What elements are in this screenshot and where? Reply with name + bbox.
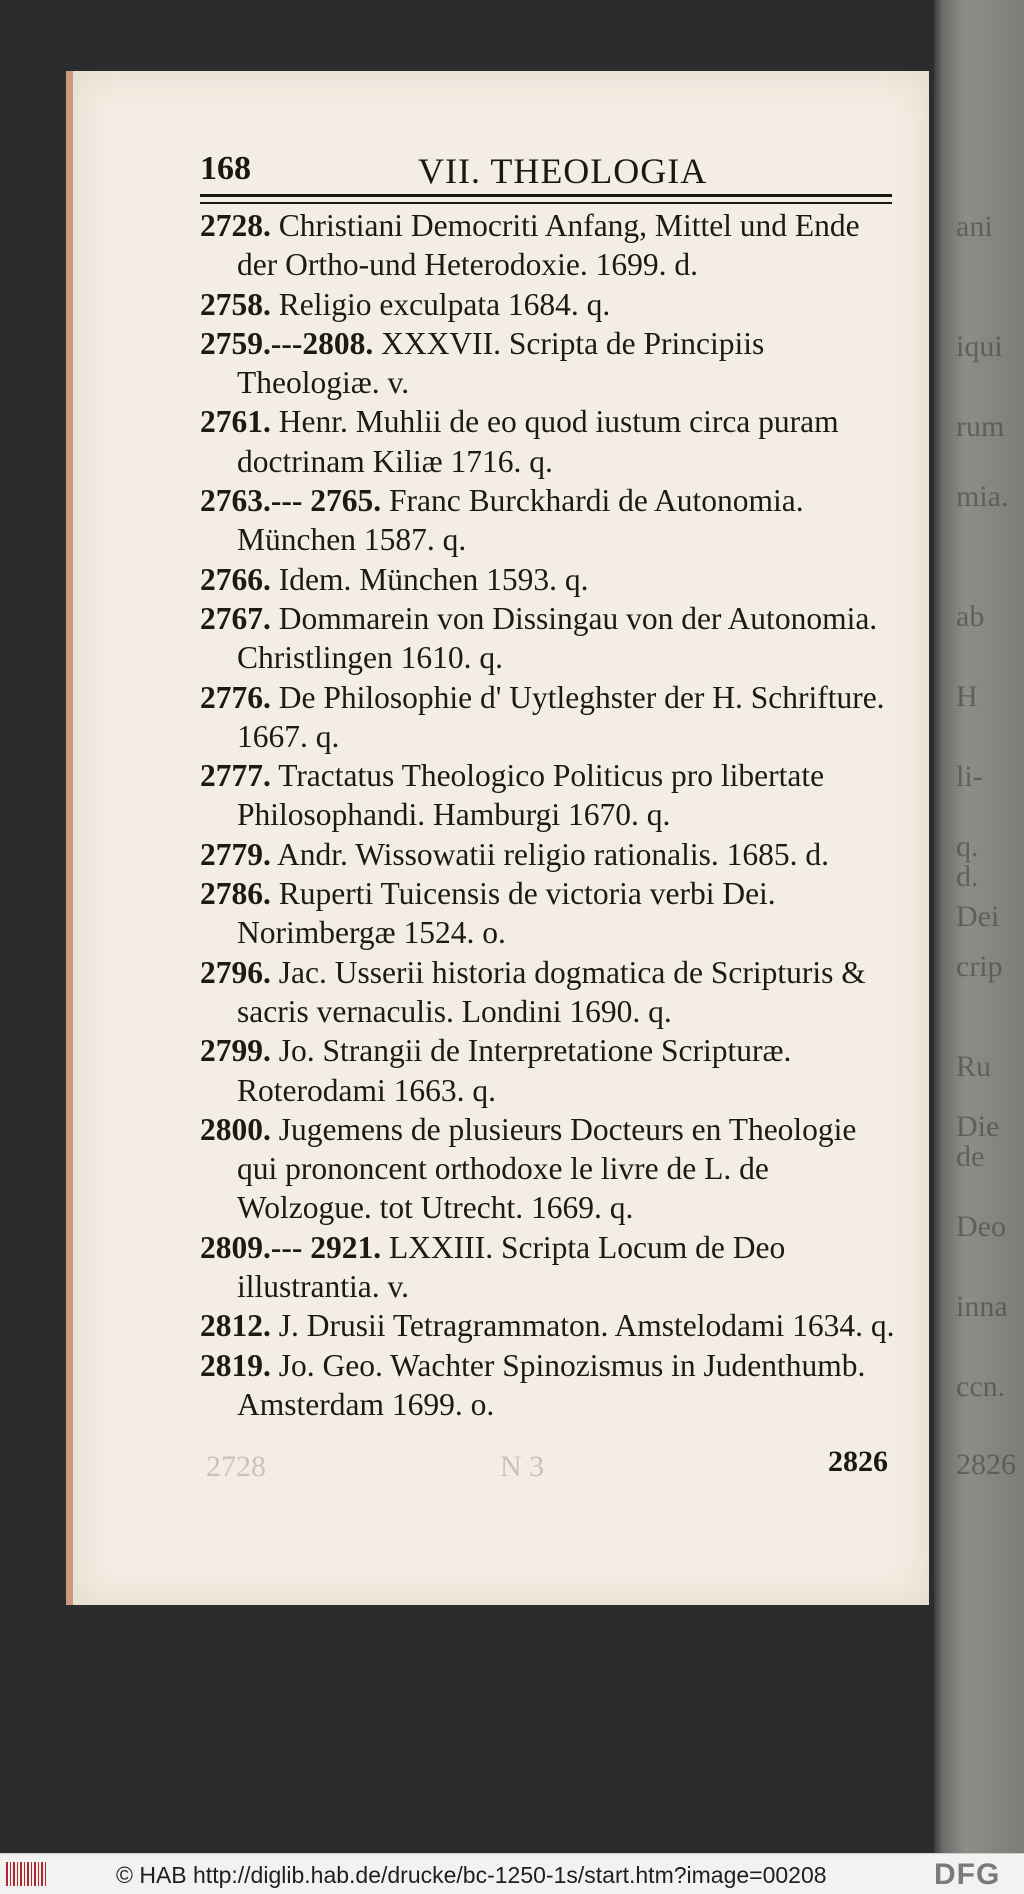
catalogue-entry: [200, 206, 900, 285]
adjacent-page-text: mia.: [956, 480, 1009, 513]
adjacent-page-text: Ru: [956, 1050, 992, 1083]
catalogue-entry: [200, 835, 900, 874]
entry-number: 2799.: [200, 1033, 271, 1069]
entry-number: 2777.: [200, 758, 271, 794]
entry-text: Ruperti Tuicensis de victoria verbi Dei. Norimbergæ 1524. o.: [237, 876, 776, 951]
entry-number: 2759.---2808.: [200, 325, 374, 361]
catalogue-entry: [200, 1228, 900, 1307]
entry-text: Jugemens de plusieurs Docteurs en Theologie qui prononcent orthodoxe le livre de L. de Wolzogue. tot Utrecht. 1669. q.: [237, 1111, 857, 1226]
page-number: 168: [200, 150, 251, 187]
adjacent-page-edge: [934, 0, 1024, 1853]
page-header: [200, 150, 896, 194]
dfg-logo: DFG: [934, 1858, 1001, 1891]
adjacent-page-text: ccn.: [956, 1370, 1006, 1403]
show-through-text: 2728: [206, 1450, 266, 1483]
catalogue-entry: [200, 678, 900, 757]
entry-text: Jac. Usserii historia dogmatica de Scripturis & sacris vernaculis. Londini 1690. q.: [237, 954, 866, 1029]
catalogue-entry: [200, 953, 900, 1032]
entry-number: 2767.: [200, 600, 271, 636]
footer-bar: [0, 1853, 1024, 1894]
adjacent-page-text: ab: [956, 600, 985, 633]
entry-text: Jo. Strangii de Interpretatione Scripturæ. Roterodami 1663. q.: [237, 1033, 792, 1108]
catalogue-entry: [200, 874, 900, 953]
adjacent-page-text: inna: [956, 1290, 1008, 1323]
adjacent-page-text: q.: [956, 830, 979, 863]
entry-number: 2779.: [200, 836, 271, 872]
catalogue-entry: [200, 756, 900, 835]
adjacent-page-text: 2826: [956, 1448, 1016, 1481]
entry-text: Religio exculpata 1684. q.: [278, 286, 611, 322]
catalogue-entry: [200, 402, 900, 481]
entry-number: 2819.: [200, 1347, 271, 1383]
entry-number: 2786.: [200, 876, 271, 912]
entry-number: 2758.: [200, 286, 271, 322]
entry-text: Jo. Geo. Wachter Spinozismus in Judenthumb. Amsterdam 1699. o.: [237, 1347, 866, 1422]
running-head: VII. THEOLOGIA: [418, 151, 708, 191]
catalogue-entry: [200, 1306, 900, 1345]
adjacent-page-text: rum: [956, 410, 1005, 443]
catalogue-entry: [200, 599, 900, 678]
catchword: 2826: [828, 1445, 888, 1478]
entry-text: Andr. Wissowatii religio rationalis. 1685. d.: [277, 836, 829, 872]
entry-text: LXXIII. Scripta Locum de Deo illustrantia. v.: [237, 1229, 786, 1305]
catalogue-entry: [200, 285, 900, 324]
entry-text: Tractatus Theologico Politicus pro libertate Philosophandi. Hamburgi 1670. q.: [237, 758, 825, 833]
adjacent-page-text: H: [956, 680, 978, 713]
entry-text: J. Drusii Tetragrammaton. Amstelodami 1634. q.: [278, 1308, 895, 1344]
adjacent-page-text: crip: [956, 950, 1003, 983]
catalogue-entries: [200, 206, 900, 1424]
entry-number: 2796.: [200, 954, 271, 990]
header-rule: [200, 194, 892, 204]
entry-number: 2766.: [200, 561, 271, 597]
entry-text: Christiani Democriti Anfang, Mittel und Ende der Ortho-und Heterodoxie. 1699. d.: [237, 208, 860, 283]
catalogue-entry: [200, 324, 900, 403]
adjacent-page-text: iqui: [956, 330, 1003, 363]
catalogue-entry: [200, 1110, 900, 1228]
entry-number: 2809.--- 2921.: [200, 1229, 382, 1265]
catalogue-entry: [200, 560, 900, 599]
adjacent-page-text: ani: [956, 210, 993, 243]
catalogue-entry: [200, 1031, 900, 1110]
show-through-text: N 3: [500, 1450, 545, 1483]
entry-number: 2761.: [200, 404, 271, 440]
entry-text: Dommarein von Dissingau von der Autonomia. Christlingen 1610. q.: [237, 600, 878, 676]
catalogue-entry: [200, 481, 900, 560]
footer-credit-link[interactable]: © HAB http://diglib.hab.de/drucke/bc-1250-1s/start.htm?image=00208: [116, 1862, 827, 1888]
entry-text: Idem. München 1593. q.: [278, 561, 589, 597]
entry-number: 2763.--- 2765.: [200, 483, 382, 519]
catalogue-entry: [200, 1346, 900, 1425]
adjacent-page-text: de: [956, 1140, 985, 1173]
entry-text: XXXVII. Scripta de Principiis Theologiæ. v.: [237, 325, 765, 401]
adjacent-page-text: d.: [956, 860, 979, 893]
library-logo-icon: [6, 1862, 46, 1886]
adjacent-page-text: Deo: [956, 1210, 1006, 1243]
entry-text: Franc Burckhardi de Autonomia. München 1587. q.: [237, 483, 804, 558]
adjacent-page-text: Die: [956, 1110, 1000, 1143]
entry-text: Henr. Muhlii de eo quod iustum circa puram doctrinam Kiliæ 1716. q.: [237, 404, 839, 479]
entry-number: 2800.: [200, 1111, 271, 1147]
entry-number: 2728.: [200, 208, 271, 243]
entry-number: 2776.: [200, 679, 271, 715]
adjacent-page-text: Dei: [956, 900, 1000, 933]
adjacent-page-text: li-: [956, 760, 983, 793]
entry-text: De Philosophie d' Uytleghster der H. Schrifture. 1667. q.: [237, 679, 885, 754]
entry-number: 2812.: [200, 1308, 271, 1344]
